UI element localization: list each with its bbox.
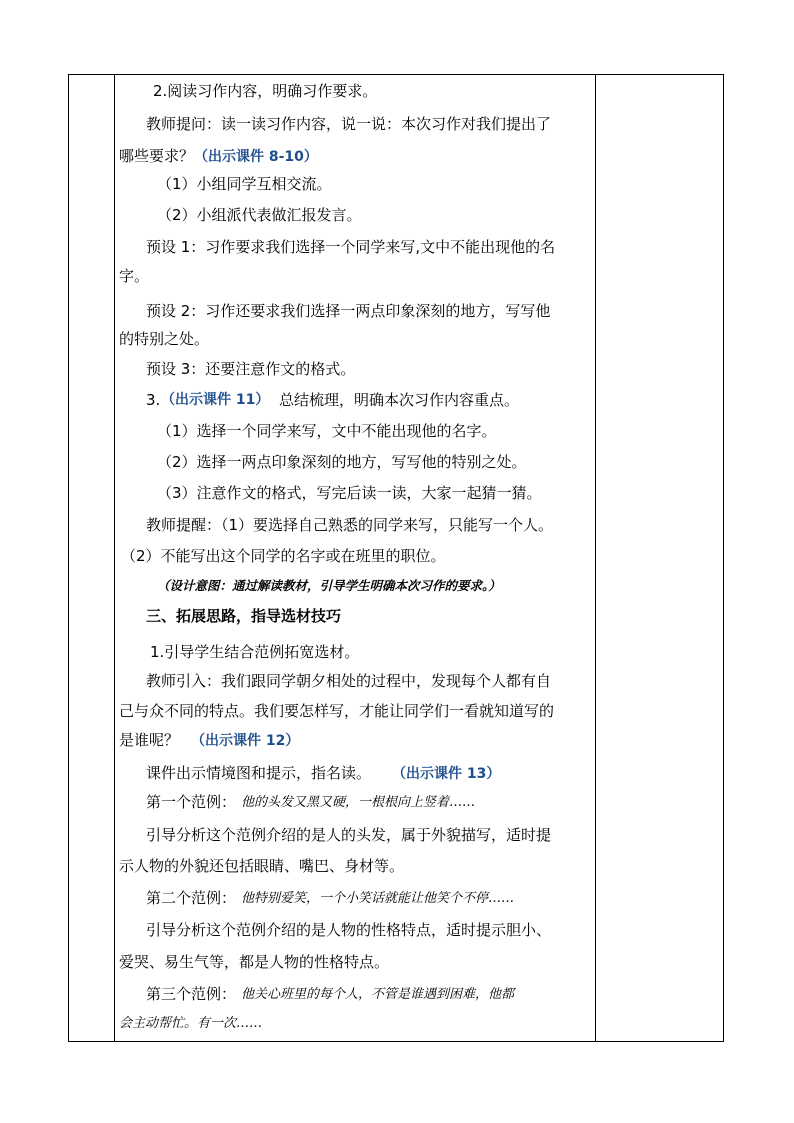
column-divider-right (595, 75, 596, 1041)
text-line: （2）不能写出这个同学的名字或在班里的职位。 (121, 547, 446, 565)
text-line: 教师提醒：（1）要选择自己熟悉的同学来写，只能写一个人。 (146, 516, 554, 534)
text-line: 教师引入：我们跟同学朝夕相处的过程中，发现每个人都有自 (146, 672, 552, 690)
text-line: （2）选择一两点印象深刻的地方，写写他的特别之处。 (157, 453, 527, 471)
example-text: 会主动帮忙。有一次…… (119, 1016, 263, 1031)
text-line: 教师提问：读一读习作内容，说一说：本次习作对我们提出了 (146, 115, 552, 133)
example-text: 他的头发又黑又硬，一根根向上竖着…… (241, 795, 476, 810)
text-line: 是谁呢？ (119, 731, 180, 749)
courseware-note: （出示课件 12） (191, 733, 300, 749)
text-line: 1.引导学生结合范例拓宽选材。 (150, 643, 360, 661)
courseware-note: （出示课件 13） (392, 766, 501, 782)
text-line: 字。 (119, 267, 150, 285)
text-line: 引导分析这个范例介绍的是人物的性格特点，适时提示胆小、 (146, 921, 552, 939)
text-line: 预设 2：习作还要求我们选择一两点印象深刻的地方，写写他 (146, 302, 551, 320)
text-line: 哪些要求？ (119, 147, 195, 165)
text-line: 第二个范例： (146, 889, 237, 907)
example-text: 他特别爱笑，一个小笑话就能让他笑个不停…… (241, 891, 515, 906)
text-line: （1）小组同学互相交流。 (157, 175, 332, 193)
text-line: 第一个范例： (146, 793, 237, 811)
text-line: 的特别之处。 (119, 330, 210, 348)
text-line: 课件出示情境图和提示，指名读。 (146, 764, 372, 782)
text-line: 己与众不同的特点。我们要怎样写，才能让同学们一看就知道写的 (119, 702, 555, 720)
text-line: 爱哭、易生气等，都是人物的性格特点。 (119, 953, 390, 971)
text-line: 2.阅读习作内容，明确习作要求。 (153, 82, 378, 100)
text-line: （2）小组派代表做汇报发言。 (157, 206, 362, 224)
text-line: （3）注意作文的格式，写完后读一读，大家一起猜一猜。 (157, 484, 542, 502)
text-line: 总结梳理，明确本次习作内容重点。 (279, 391, 520, 409)
text-line: 第三个范例： (146, 985, 237, 1003)
text-line: 3. (146, 391, 161, 409)
courseware-note: （出示课件 8-10） (194, 149, 318, 165)
text-line: 预设 3：还要注意作文的格式。 (146, 360, 356, 378)
column-divider-left (114, 75, 115, 1041)
design-intent: （设计意图：通过解读教材，引导学生明确本次习作的要求。） (157, 578, 501, 593)
courseware-note: （出示课件 11） (161, 392, 270, 408)
section-heading: 三、拓展思路，指导选材技巧 (146, 607, 342, 625)
text-line: 示人物的外貌还包括眼睛、嘴巴、身材等。 (119, 857, 405, 875)
text-line: （1）选择一个同学来写，文中不能出现他的名字。 (157, 422, 497, 440)
example-text: 他关心班里的每个人，不管是谁遇到困难，他都 (241, 987, 515, 1002)
text-line: 引导分析这个范例介绍的是人的头发，属于外貌描写，适时提 (146, 826, 552, 844)
text-line: 预设 1：习作要求我们选择一个同学来写,文中不能出现他的名 (146, 238, 556, 256)
